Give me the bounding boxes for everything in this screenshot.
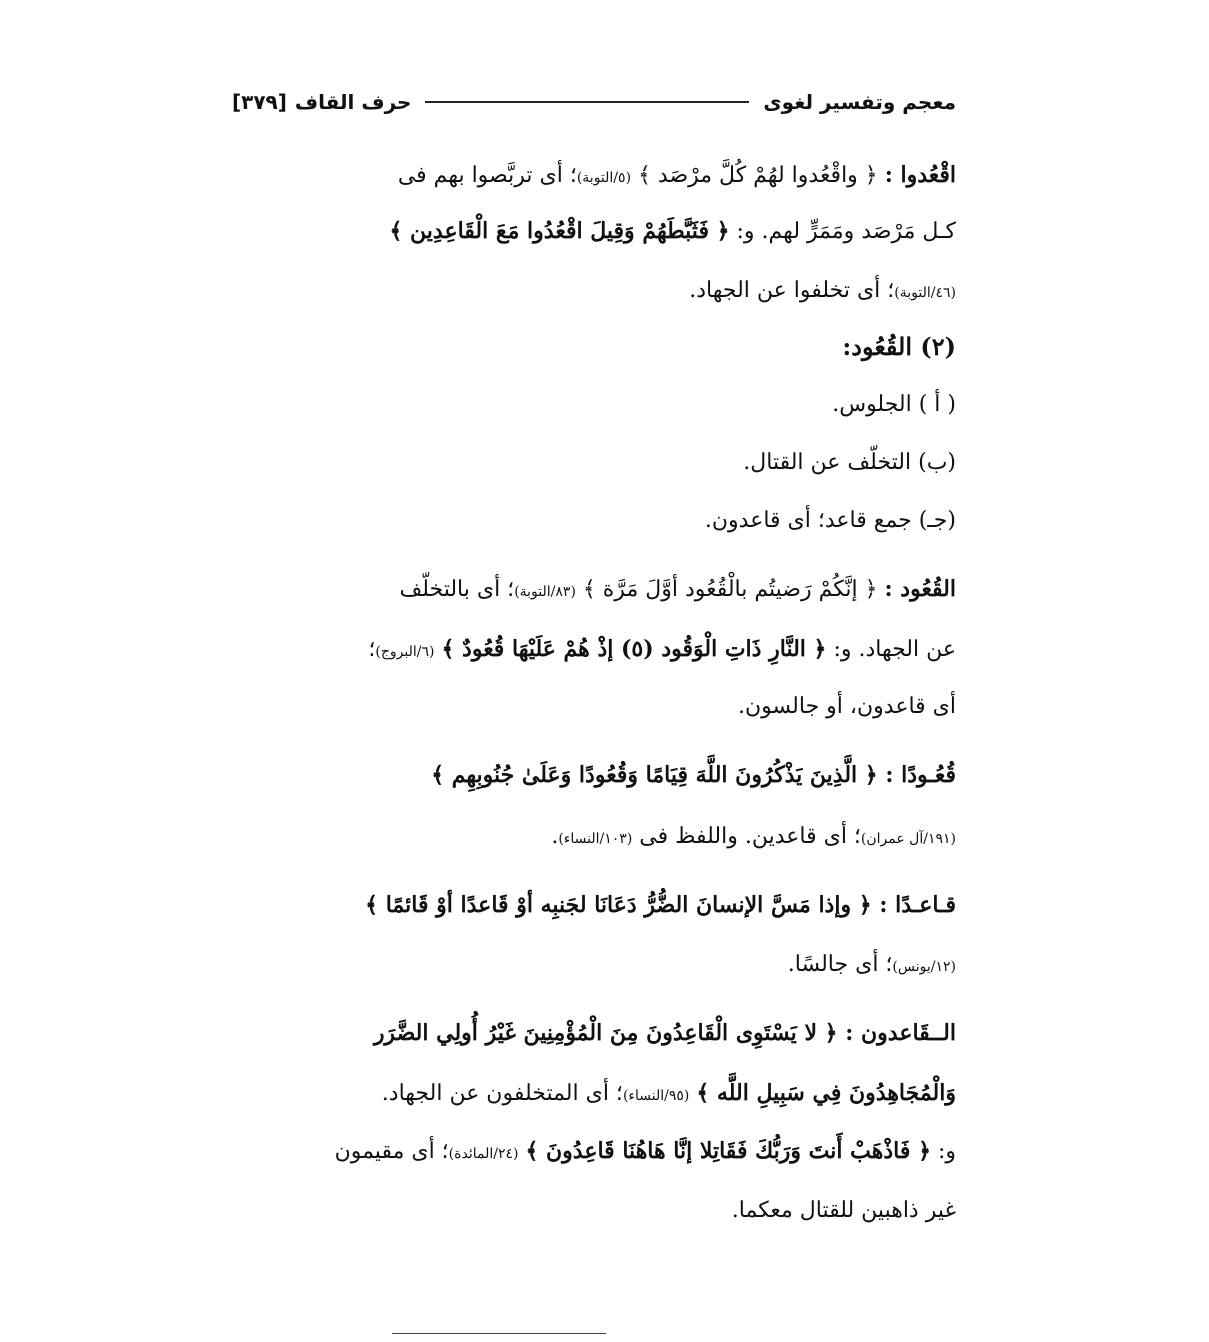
text-line — [382, 1078, 956, 1111]
section-heading: (٢) القُعُود: — [842, 332, 956, 361]
text-span: كـل مَرْصَد ومَمَرٍّ لهم. و: — [729, 219, 956, 244]
page-number: [٣٧٩] — [232, 90, 287, 114]
text-line — [551, 822, 956, 854]
citation-ref: (٩٥/النساء) — [622, 1088, 690, 1104]
text-span: . — [551, 824, 559, 849]
text-line — [832, 390, 956, 420]
citation-ref: (١٢/يونس) — [892, 959, 956, 975]
text-span: قـاعـدًا : — [879, 892, 956, 918]
book-title: معجم وتفسير لغوى — [763, 90, 956, 114]
text-span: (جـ) جمع قاعد؛ أى قاعدون. — [704, 508, 956, 533]
text-span: ﴿ إنَّكُمْ رَضيتُم بالْقُعُود أوَّلَ مَرَّة ﴾ — [575, 577, 885, 602]
citation-ref: (١٠٣/النساء) — [558, 831, 633, 847]
text-span: ﴿ الَّذِينَ يَذْكُرُونَ اللَّهَ قِيَامًا وَقُعُودًا وَعَلَىٰ جُنُوبِهِم ﴾ — [431, 762, 886, 788]
text-span: ﴿ وإذا مَسَّ الإنسانَ الضُّرُّ دَعَانَا لجَنبِه أوْ قَاعدًا أوْ قَائمًا ﴾ — [365, 892, 880, 918]
text-span: أى قاعدون، أو جالسون. — [738, 694, 956, 719]
text-span: ؛ أى جالسًا. — [787, 952, 893, 977]
text-line — [705, 506, 956, 536]
footer-rule — [392, 1333, 606, 1334]
text-span: وَالْمُجَاهِدُونَ فِي سَبِيلِ اللَّه ﴾ — [696, 1080, 956, 1106]
citation-ref: (٤٦/التوبة) — [894, 285, 956, 301]
text-line — [368, 634, 956, 667]
text-line — [732, 1196, 956, 1226]
text-span: ( أ ) الجلوس. — [832, 392, 956, 417]
citation-ref: (٢٤/المائدة) — [448, 1146, 519, 1162]
text-span: ؛ أى مقيمون — [334, 1139, 449, 1164]
text-span: قُعُـودًا : — [885, 762, 956, 788]
text-span: ﴿ فَاذْهَبْ أَنتَ وَرَبُّكَ فَقَاتِلا إنَّا هَاهُنَا قَاعِدُونَ ﴾ — [525, 1138, 931, 1164]
text-span: و: — [930, 1139, 956, 1164]
text-span: (ب) التخلّف عن القتال. — [743, 450, 956, 475]
text-span: ﴿ لا يَسْتَوِى الْقَاعِدُونَ مِنَ الْمُؤْمِنِينَ غَيْرُ أُولِي الضَّرَر — [373, 1020, 846, 1046]
text-line — [743, 448, 956, 478]
text-span: عن الجهاد. و: — [826, 637, 956, 662]
header-rule — [425, 101, 749, 103]
citation-ref: (٨٣/التوبة) — [514, 584, 576, 600]
text-span: ؛ أى المتخلفون عن الجهاد. — [381, 1081, 623, 1106]
text-line — [390, 216, 957, 247]
text-line — [398, 160, 956, 193]
text-span: الــقَاعدون : — [845, 1020, 956, 1046]
text-span: اقْعُدوا : — [884, 162, 956, 188]
text-span: ﴿ النَّارِ ذَاتِ الْوَقُود (٥) إذْ هُمْ عَلَيْهَا قُعُودٌ ﴾ — [441, 636, 827, 662]
text-span: ؛ أى قاعدين. واللفظ فى — [632, 824, 861, 849]
section-title: حرف القاف — [294, 90, 412, 114]
citation-ref: (١٩١/آل عمران) — [860, 831, 956, 847]
text-span: ؛ — [368, 637, 376, 662]
text-span: ﴿ واقْعُدوا لهُمْ كُلَّ مرْصَد ﴾ — [631, 163, 885, 188]
text-span: غير ذاهبين للقتال معكما. — [731, 1198, 956, 1223]
text-line — [842, 332, 956, 364]
text-line — [431, 760, 956, 791]
citation-ref: (٥/التوبة) — [576, 170, 632, 186]
text-span: ؛ أى تخلفوا عن الجهاد. — [689, 278, 895, 303]
text-line — [335, 1136, 956, 1169]
text-span: ؛ أى تربَّصوا بهم فى — [397, 163, 577, 188]
text-line — [374, 1018, 956, 1049]
text-span: ﴿ فَثَبَّطَهُمْ وَقِيلَ اقْعُدُوا مَعَ الْقَاعِدِين ﴾ — [389, 218, 730, 244]
text-line — [689, 276, 956, 308]
text-line — [399, 574, 956, 607]
text-line — [788, 950, 956, 982]
citation-ref: (٦/البروج) — [375, 644, 435, 660]
text-line — [738, 692, 956, 722]
text-span: القُعُود : — [884, 576, 956, 602]
text-line — [365, 890, 956, 921]
text-span: ؛ أى بالتخلّف — [399, 577, 515, 602]
running-header — [232, 84, 956, 120]
